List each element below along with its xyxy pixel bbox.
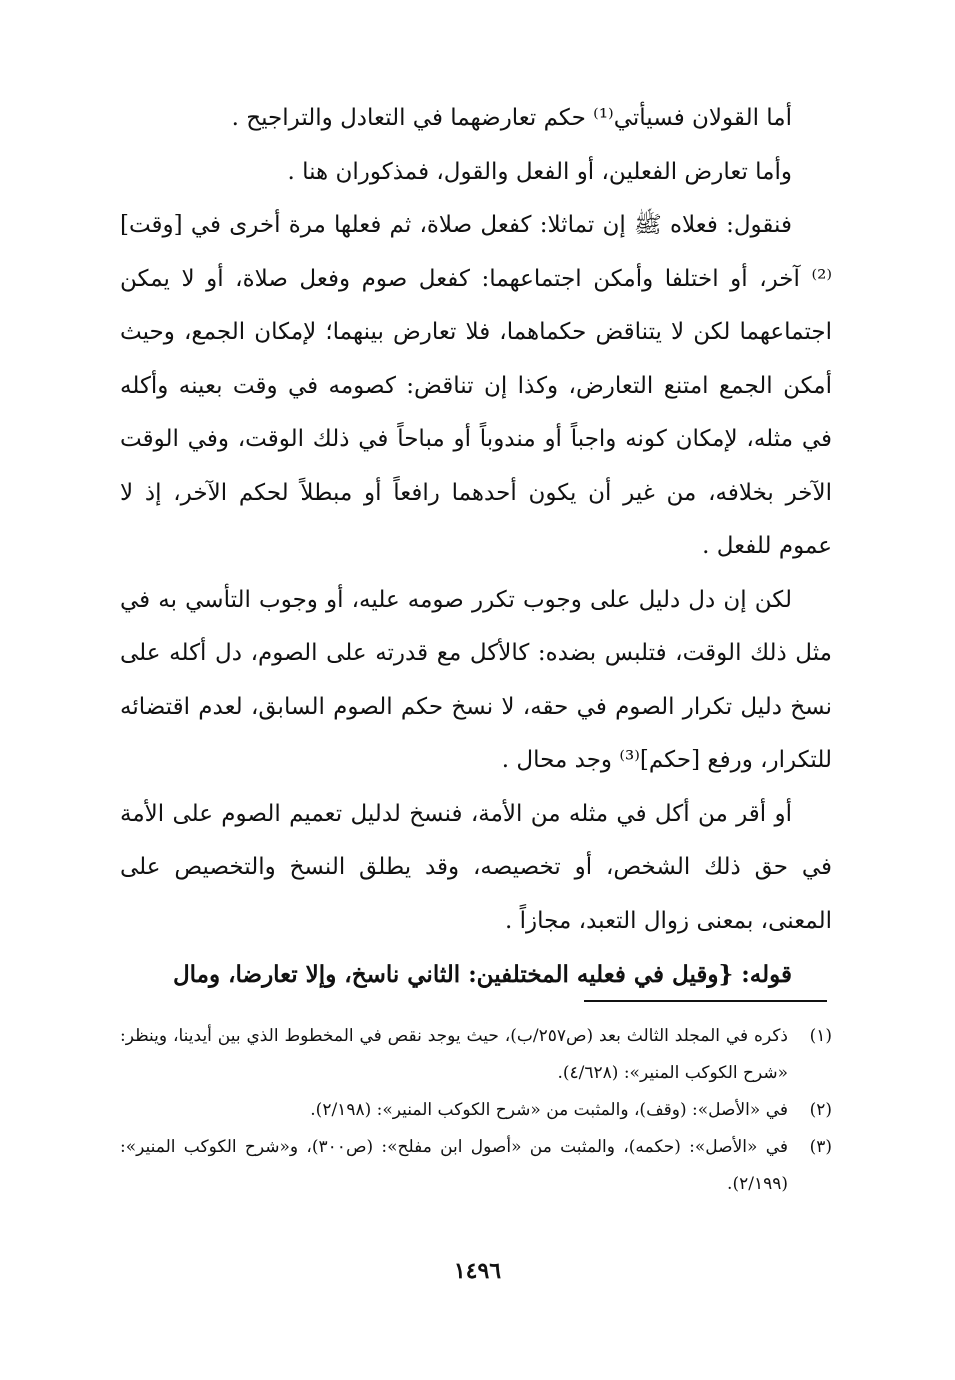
paragraph: أو أقر من أكل في مثله من الأمة، فنسخ لدليل تعميم الصوم على الأمة في حق ذلك الشخص، أو تخصيصه، وقد يطلق النسخ والتخصيص على المعنى، بمعنى زوال التعبد، مجازاً . — [120, 800, 832, 934]
paragraph: أما القولان فسيأتي⁽¹⁾ حكم تعارضهما في التعادل والتراجيح . — [231, 105, 792, 131]
paragraph-quoted-text: قوله: {وقيل في فعليه المختلفين: الثاني ناسخ، وإلا تعارضا، ومال — [172, 961, 792, 988]
footnote-number: (١) — [809, 1026, 832, 1046]
paragraph: وأما تعارض الفعلين، أو الفعل والقول، فمذكوران هنا . — [287, 158, 792, 185]
footnote-separator — [584, 1000, 827, 1002]
footnote-text: ذكره في المجلد الثالث بعد (ص٢٥٧/ب)، حيث يوجد نقص في المخطوط الذي بين أيدينا، وينظر: «شرح الكوكب المنير»: (٤/٦٢٨). — [120, 1026, 788, 1083]
paragraph: فنقول: فعلاه ﷺ إن تماثلا: كفعل صلاة، ثم فعلها مرة أخرى في [وقت]⁽²⁾ آخر، أو اختلفا وأمكن اجتماعهما: كفعل صوم وفعل صلاة، أو لا يمكن اجتماعهما لكن لا يتناقض حكماهما، فلا تعارض بينهما؛ لإمكان الجمع، وحيث أمكن الجمع امتنع التعارض، وكذا إن تناقض: كصومه في وقت بعينه وأكله في مثله، لإمكان كونه واجباً أو مندوباً أو مباحاً في ذلك الوقت، وفي الوقت الآخر بخلافه، من غير أن يكون أحدهما رافعاً أو مبطلاً لحكم الآخر، إذ لا عموم للفعل . — [120, 212, 832, 559]
footnote — [120, 1018, 832, 1092]
footnote-text: في «الأصل»: (وقف)، والمثبت من «شرح الكوكب المنير»: (٢/١٩٨). — [310, 1100, 788, 1120]
footnote — [120, 1092, 832, 1129]
footnote — [120, 1129, 832, 1203]
page-number: ١٤٩٦ — [453, 1258, 502, 1284]
footnote-number: (٢) — [809, 1100, 832, 1120]
paragraph: لكن إن دل دليل على وجوب تكرر صومه عليه، أو وجوب التأسي به في مثل ذلك الوقت، فتلبس بضده: كالأكل مع قدرته على الصوم، دل أكله على نسخ دليل تكرار الصوم في حقه، لا نسخ حكم الصوم السابق، لعدم اقتضائه للتكرار، ورفع [حكم]⁽³⁾ وجد محال . — [120, 586, 832, 773]
main-text — [120, 92, 832, 1002]
footnote-text: في «الأصل»: (حكمه)، والمثبت من «أصول ابن مفلح»: (ص٣٠٠)، و«شرح الكوكب المنير»: (٢/١٩٩). — [120, 1137, 788, 1194]
footnotes — [120, 1018, 832, 1203]
footnote-number: (٣) — [809, 1137, 832, 1157]
